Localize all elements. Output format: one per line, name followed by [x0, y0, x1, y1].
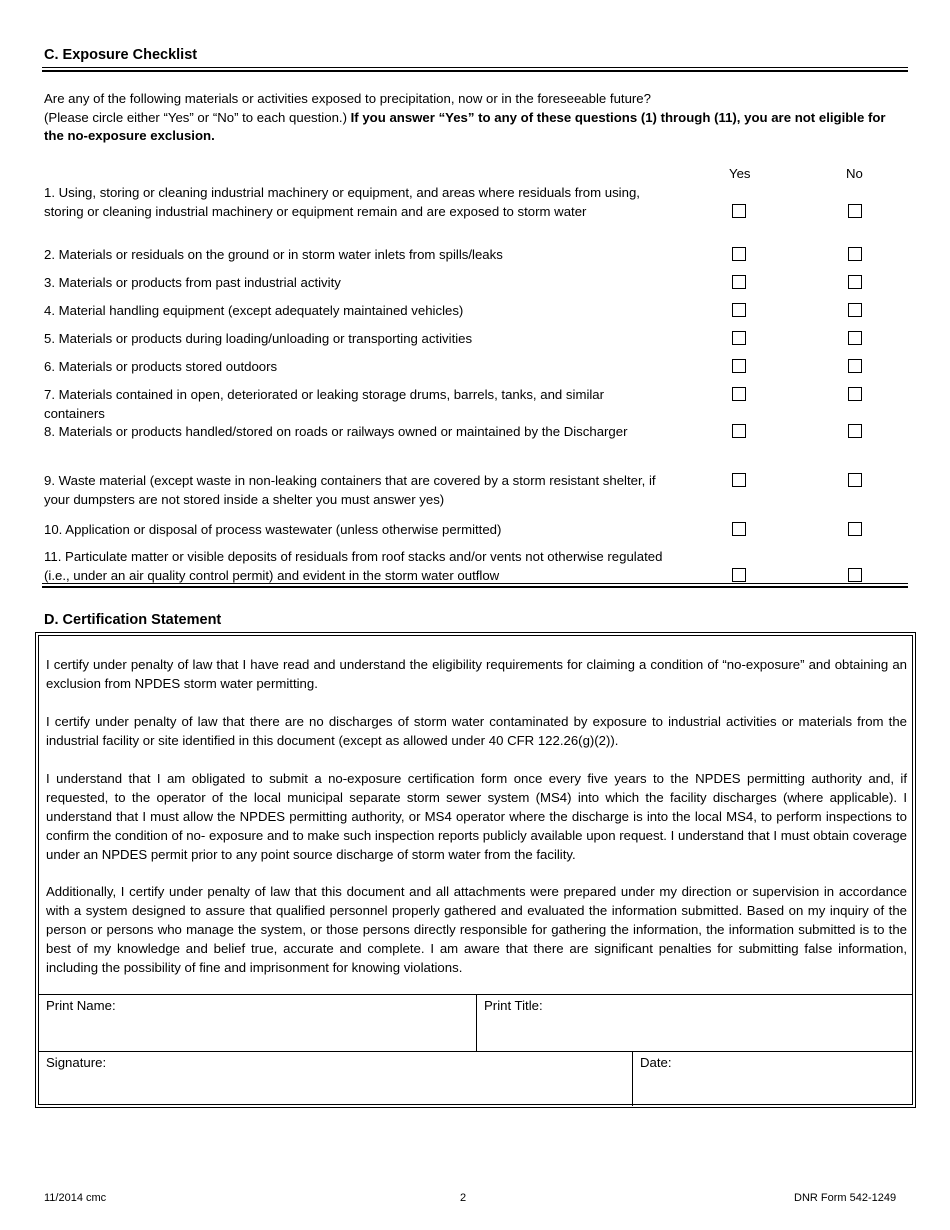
q10-no-checkbox[interactable] — [848, 522, 862, 536]
cert-paragraph-3: I understand that I am obligated to submit a no-exposure certification form once every five years to the NPDES permitting authority and, if requested, to the operator of the local municipal separate storm sewer system (MS4) into which the facility discharges (where applicable). I understand that I must allow the NPDES permitting authority, or MS4 operator where the discharge is into the local MS4, to perform inspections to confirm the condition of no- exposure and to make such inspection reports publicly available upon request. I understand that I must obtain coverage under an NPDES permit prior to any point source discharge of storm water from the facility. — [46, 771, 907, 862]
q9-yes-checkbox[interactable] — [732, 473, 746, 487]
q3-yes-checkbox[interactable] — [732, 275, 746, 289]
q10-yes-checkbox[interactable] — [732, 522, 746, 536]
section-c-title: C. Exposure Checklist — [44, 47, 198, 63]
question-2: 2. Materials or residuals on the ground or in storm water inlets from spills/leaks — [44, 247, 503, 262]
question-11: 11. Particulate matter or visible deposits of residuals from roof stacks and/or vents not otherwise regulated (i.e., under an air quality control permit) and evident in the storm water outflow — [44, 549, 663, 583]
signature-date-divider — [632, 1051, 633, 1106]
q7-yes-checkbox[interactable] — [732, 387, 746, 401]
section-c-rule — [42, 67, 908, 72]
q6-yes-checkbox[interactable] — [732, 359, 746, 373]
intro-plain: (Please circle either “Yes” or “No” to each question.) — [44, 109, 351, 125]
question-3: 3. Materials or products from past industrial activity — [44, 275, 341, 290]
section-c-intro — [44, 90, 906, 146]
question-4: 4. Material handling equipment (except adequately maintained vehicles) — [44, 303, 464, 318]
q5-yes-checkbox[interactable] — [732, 331, 746, 345]
q8-no-checkbox[interactable] — [848, 424, 862, 438]
q4-no-checkbox[interactable] — [848, 303, 862, 317]
footer-page-number: 2 — [460, 1192, 467, 1204]
q4-yes-checkbox[interactable] — [732, 303, 746, 317]
print-name-field[interactable]: Print Name: — [46, 998, 116, 1013]
question-5: 5. Materials or products during loading/unloading or transporting activities — [44, 331, 473, 346]
question-6: 6. Materials or products stored outdoors — [44, 359, 278, 374]
question-10: 10. Application or disposal of process wastewater (unless otherwise permitted) — [44, 522, 502, 537]
signature-field[interactable]: Signature: — [46, 1055, 107, 1070]
q8-yes-checkbox[interactable] — [732, 424, 746, 438]
question-8: 8. Materials or products handled/stored on roads or railways owned or maintained by the Discharger — [44, 424, 628, 439]
q1-yes-checkbox[interactable] — [732, 204, 746, 218]
q11-yes-checkbox[interactable] — [732, 568, 746, 582]
q2-no-checkbox[interactable] — [848, 247, 862, 261]
footer-form-number: DNR Form 542-1249 — [794, 1192, 897, 1204]
footer-date-code: 11/2014 cmc — [44, 1192, 107, 1204]
q3-no-checkbox[interactable] — [848, 275, 862, 289]
column-header-yes: Yes — [729, 166, 751, 181]
intro-line-1: Are any of the following materials or activities exposed to precipitation, now or in the foreseeable future? — [44, 91, 651, 106]
name-title-divider — [476, 994, 477, 1051]
question-7: 7. Materials contained in open, deteriorated or leaking storage drums, barrels, tanks, and similar containers — [44, 387, 605, 421]
intro-bold: If you answer “Yes” to any of these questions (1) through (11), you are not eligible for the no-exposure exclusion. — [44, 109, 886, 144]
q7-no-checkbox[interactable] — [848, 387, 862, 401]
cert-paragraph-1: I certify under penalty of law that I have read and understand the eligibility requirements for claiming a condition of “no-exposure” and obtaining an exclusion from NPDES storm water permitting. — [46, 657, 907, 691]
q9-no-checkbox[interactable] — [848, 473, 862, 487]
question-9: 9. Waste material (except waste in non-leaking containers that are covered by a storm resistant shelter, if your dumpsters are not stored inside a shelter you must answer yes) — [44, 473, 656, 507]
certification-box — [35, 632, 916, 1108]
question-1: 1. Using, storing or cleaning industrial machinery or equipment, and areas where residuals from using, storing or cleaning industrial machinery or equipment remain and are exposed to storm water — [44, 185, 640, 219]
q1-no-checkbox[interactable] — [848, 204, 862, 218]
signature-row-line — [39, 1051, 912, 1052]
section-c-bottom-rule — [42, 583, 908, 588]
intro-line-2 — [44, 109, 906, 146]
print-title-field[interactable]: Print Title: — [484, 998, 543, 1013]
column-header-no: No — [846, 166, 863, 181]
q6-no-checkbox[interactable] — [848, 359, 862, 373]
q11-no-checkbox[interactable] — [848, 568, 862, 582]
certification-inner-box — [38, 635, 913, 1105]
section-d-title: D. Certification Statement — [44, 612, 222, 628]
cert-paragraph-4: Additionally, I certify under penalty of law that this document and all attachments were prepared under my direction or supervision in accordance with a system designed to assure that qualified personnel properly gathered and evaluated the information submitted. Based on my inquiry of the person or persons who manage the system, or those persons directly responsible for gathering the information, the information submitted is to the best of my knowledge and belief true, accurate and complete. I am aware that there are significant penalties for submitting false information, including the possibility of fine and imprisonment for knowing violations. — [46, 884, 907, 975]
cert-paragraph-2: I certify under penalty of law that there are no discharges of storm water contaminated by exposure to industrial activities or materials from the industrial facility or site identified in this document (except as allowed under 40 CFR 122.26(g)(2)). — [46, 714, 907, 748]
q5-no-checkbox[interactable] — [848, 331, 862, 345]
date-field[interactable]: Date: — [640, 1055, 672, 1070]
q2-yes-checkbox[interactable] — [732, 247, 746, 261]
